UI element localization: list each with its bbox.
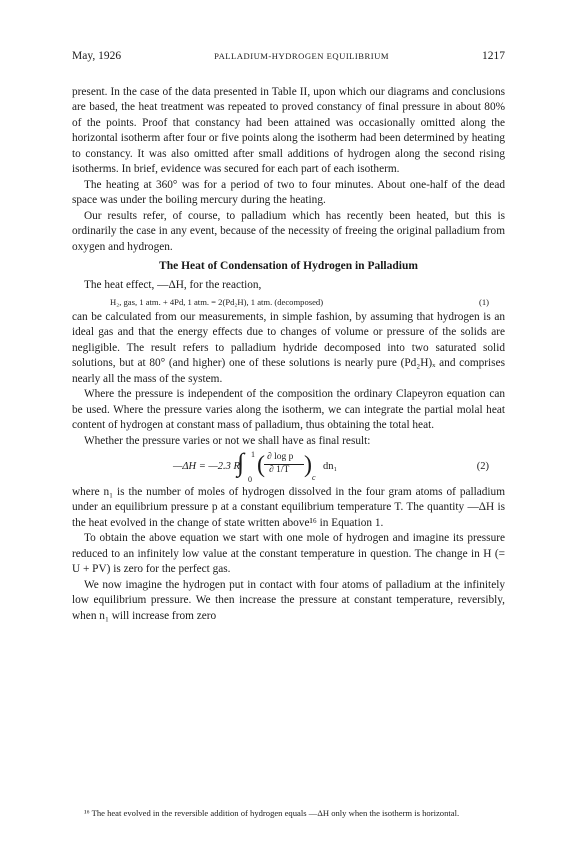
page-number: 1217: [481, 50, 505, 62]
fraction-denominator: ∂ 1/T: [269, 464, 290, 475]
equation-2-lhs: —ΔH = —2.3 R: [173, 460, 240, 472]
page: [72, 50, 505, 624]
paragraph-whether: Whether the pressure varies or not we shall have as final result:: [84, 434, 371, 447]
equation-1: [72, 295, 505, 309]
paragraph-where: where n₁ is the number of moles of hydrogen dissolved in the four gram atoms of palladium under an equilibrium pressure p at a constant equilibrium temperature T. The quantity —ΔH is the heat evolved in the change of state written above¹⁶ in Equation 1.: [72, 485, 505, 529]
integral-upper-limit: 1: [251, 449, 255, 459]
equation-2: [72, 447, 505, 484]
paragraph-obtain: To obtain the above equation we start with one mole of hydrogen and imagine its pressure reduced to an infinitely low value at the constant temperature in question. The change in H (= U + PV) is zero for the perfect gas.: [72, 532, 505, 576]
section-heading: The Heat of Condensation of Hydrogen in Palladium: [159, 259, 418, 272]
paragraph-heat-effect: The heat effect, —ΔH, for the reaction,: [84, 279, 262, 292]
running-header: [72, 50, 505, 66]
fraction-numerator: ∂ log p: [267, 451, 294, 462]
paren-subscript: c: [312, 472, 316, 482]
right-paren: ): [304, 451, 312, 478]
header-title: PALLADIUM-HYDROGEN EQUILIBRIUM: [214, 51, 389, 61]
header-date: May, 1926: [72, 50, 122, 62]
page-body: [72, 85, 505, 624]
paragraph-heating-360: The heating at 360° was for a period of two to four minutes. About one-half of the dead space was under the boiling mercury during the heating.: [72, 178, 505, 207]
paragraph-calculation: can be calculated from our measurements, in simple fashion, by assuming that hydrogen is an ideal gas and that the energy effects due to changes of volume or pressure of the solids are negligible. The result refers to palladium hydride decomposed into two saturated solid solutions, but at 80° (and higher) one of these solutions is nearly pure (Pd₂H)ₓ and comprises nearly all the mass of the system.: [72, 310, 505, 385]
paragraph-clapeyron: Where the pressure is independent of the composition the ordinary Clapeyron equation can be used. Where the pressure varies along the isotherm, we can integrate the partial molal heat content of hydrogen at constant mass of palladium, thus obtaining the total heat.: [72, 388, 505, 432]
equation-2-differential: dn₁: [323, 460, 338, 472]
equation-1-label: (1): [478, 296, 489, 307]
integral-sign: ∫: [237, 447, 245, 477]
footnote: ¹⁶ The heat evolved in the reversible addition of hydrogen equals —ΔH only when the isotherm is horizontal.: [84, 808, 460, 818]
equation-2-label: (2): [476, 460, 489, 472]
paragraph-imagine: We now imagine the hydrogen put in contact with four atoms of palladium at the infinitely low equilibrium pressure. We then increase the pressure at constant temperature, reversibly, when n₁ will increase from zero: [72, 578, 505, 622]
paragraph-results: Our results refer, of course, to palladium which has recently been heated, but this is ordinarily the case in any event, because of the necessity of freeing the original palladium from oxygen and hydrogen.: [72, 209, 505, 253]
integral-lower-limit: 0: [248, 474, 252, 484]
equation-1-text: H₂, gas, 1 atm. + 4Pd, 1 atm. = 2(Pd₂H), 1 atm. (decomposed): [110, 296, 324, 307]
left-paren: (: [257, 451, 265, 478]
paragraph-heat-treatment: present. In the case of the data presented in Table II, upon which our diagrams and conclusions are based, the heat treatment was repeated to proved constancy of final pressure in about 80% of the points. Proof that constancy had been attained was occasionally omitted along the horizontal isotherm after four or five points along the isotherm had been determined by heating to constancy. It was also omitted after small additions of hydrogen along the second rising isotherms. In brief, evidence was secured for each part of each isotherm.: [72, 86, 505, 176]
